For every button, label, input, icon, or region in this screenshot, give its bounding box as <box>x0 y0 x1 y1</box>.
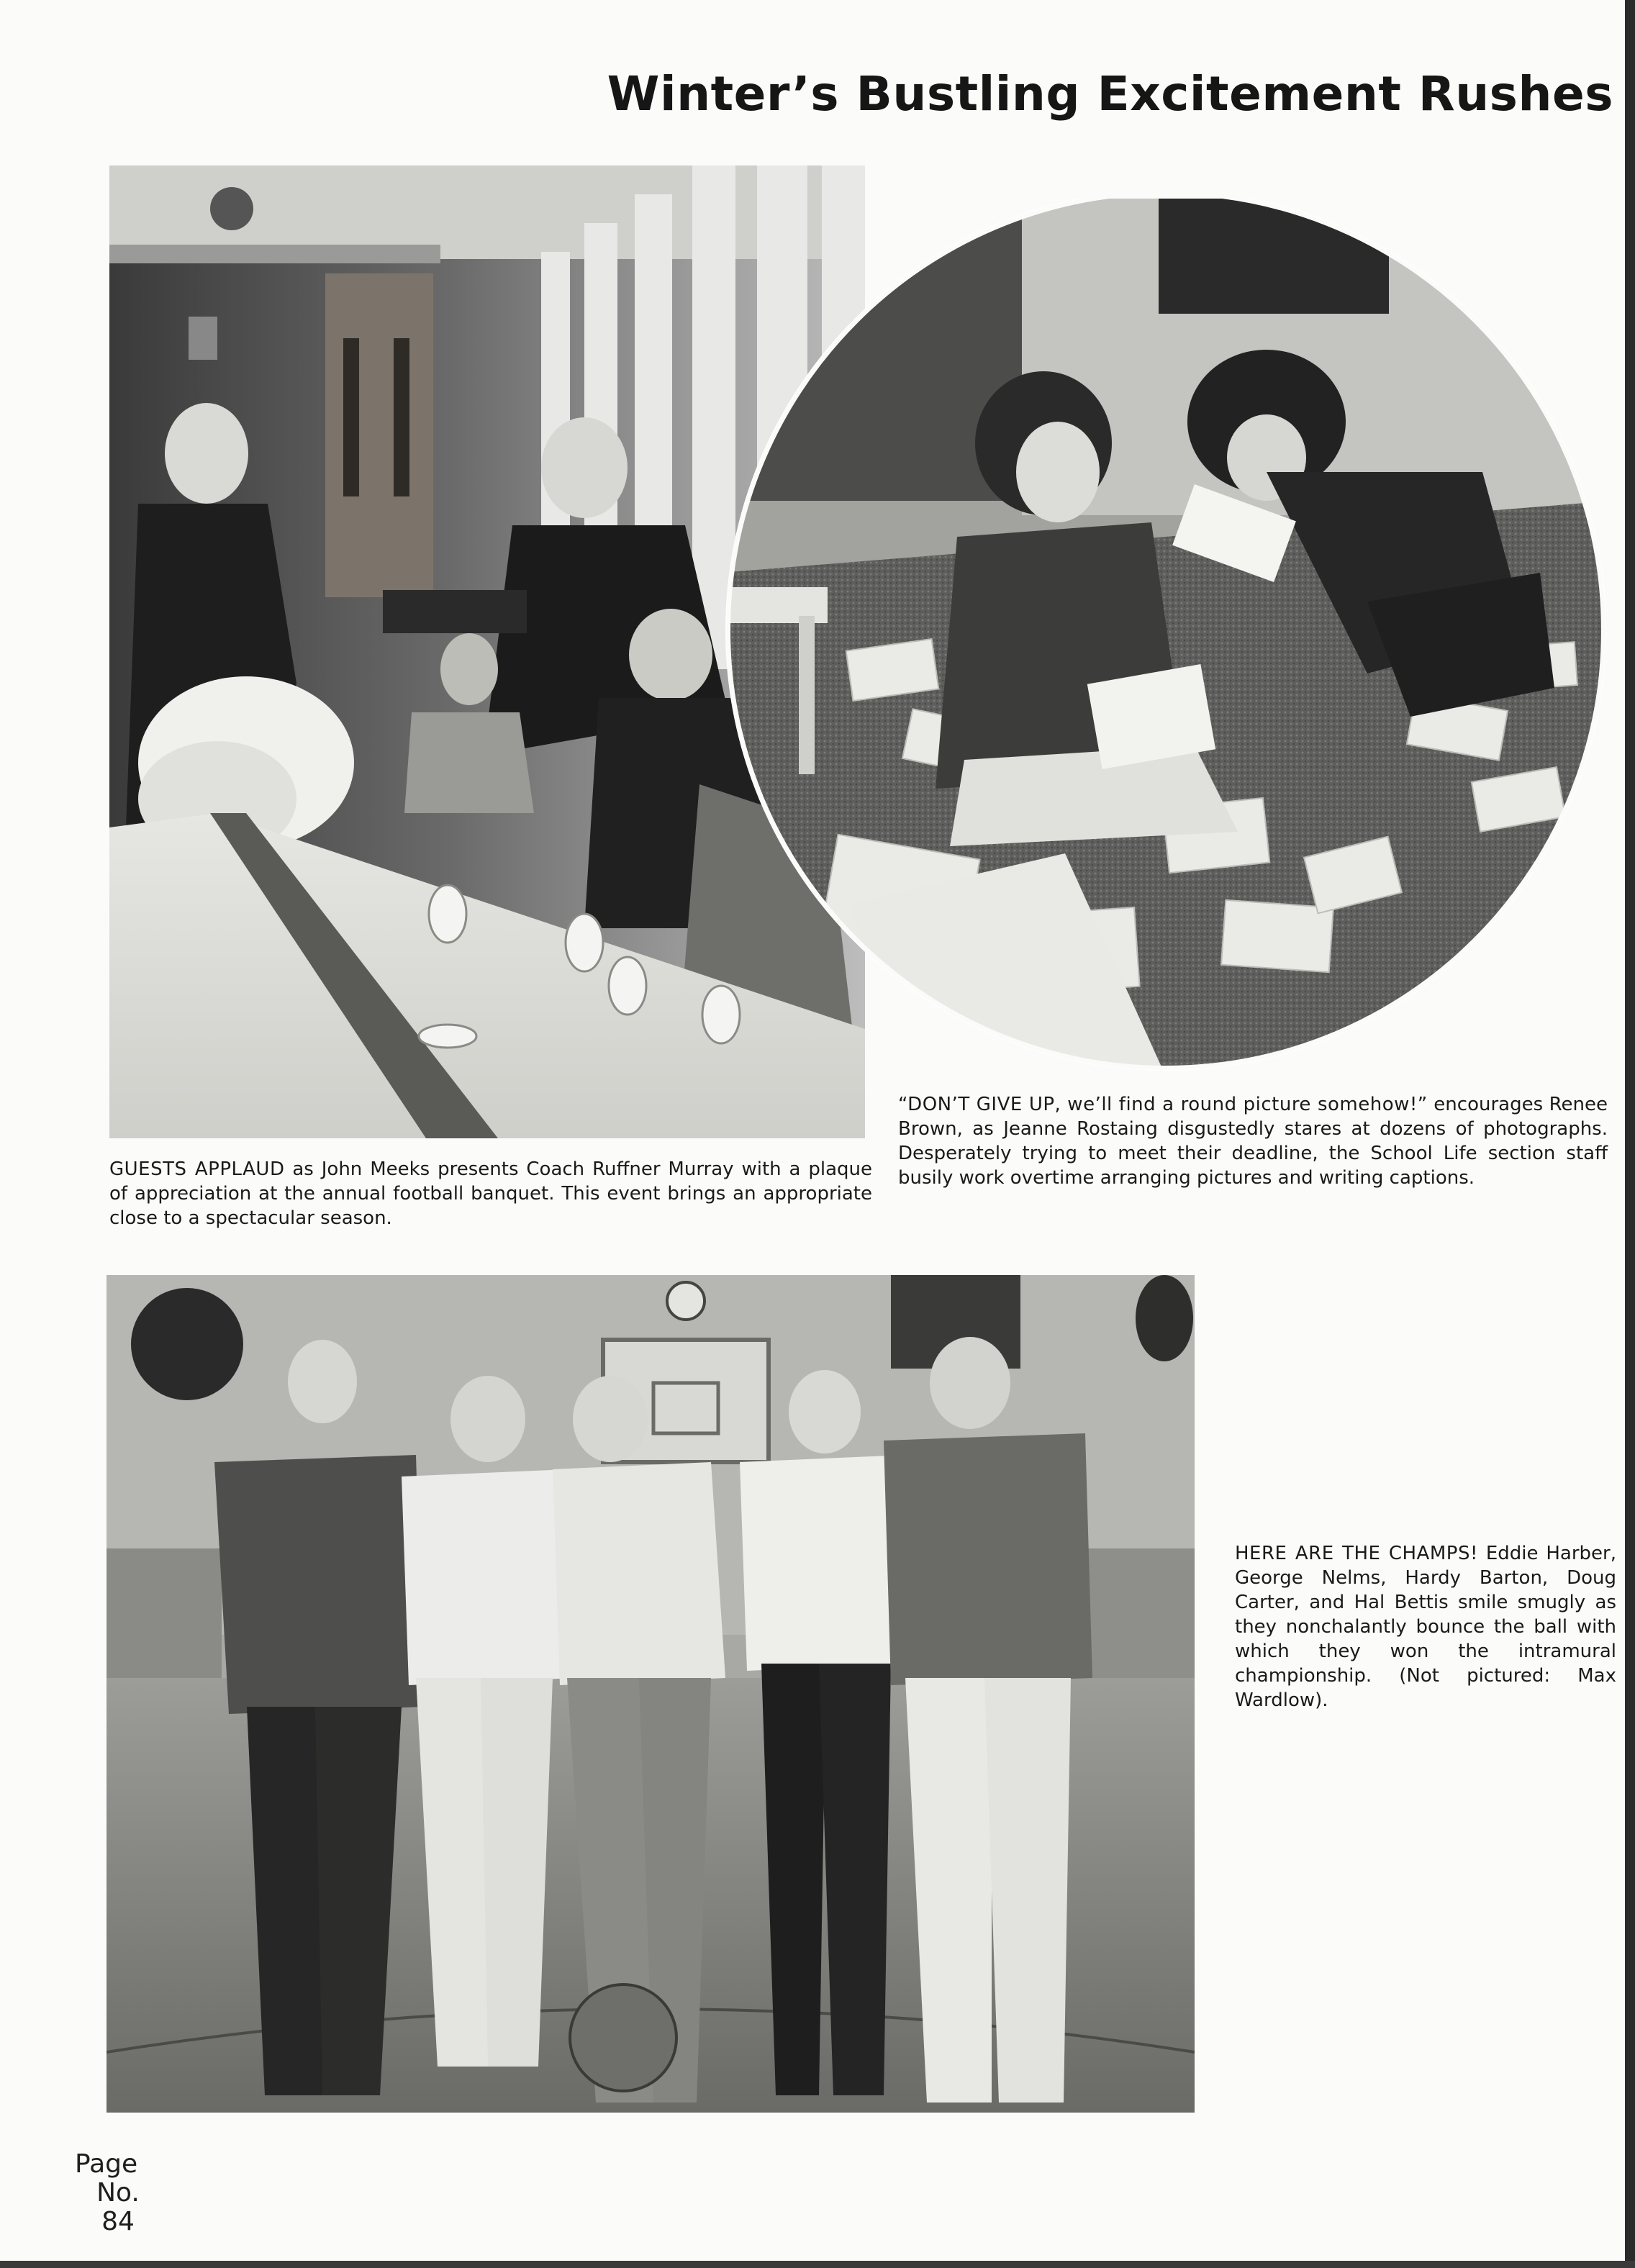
page-number: 84 <box>101 2207 135 2236</box>
round-photo <box>720 199 1612 1076</box>
page-number-block <box>75 2150 161 2236</box>
page-edge-bottom <box>0 2261 1635 2268</box>
champs-caption-body: Eddie Harber, George Nelms, Hardy Barton, Doug Carter, and Hal Bettis smile smugly as they nonchalantly bounce the ball with which they won the intramural championship. (Not pictured: Max Wardlow). <box>1235 1543 1617 1711</box>
champs-photo <box>107 1275 1195 2113</box>
page-no-label: No. <box>96 2178 140 2208</box>
round-photo-caption-body: encourages Renee Brown, as Jeanne Rostaing disgustedly stares at dozens of photographs. Desperately trying to meet their deadline, the School Life section staff busily work overtime arranging pictures and writing captions. <box>898 1094 1608 1189</box>
banquet-caption-body: as John Meeks presents Coach Ruffner Murray with a plaque of appreciation at the annual football banquet. This event brings an appropriate close to a spectacular season. <box>109 1158 873 1229</box>
page-label: Page <box>75 2149 138 2179</box>
banquet-caption <box>109 1157 872 1230</box>
page-title: Winter’s Bustling Excitement Rushes <box>607 66 1613 122</box>
round-photo-caption-lead: “DON’T GIVE UP, we’ll find a round picture somehow!” <box>898 1094 1428 1115</box>
round-photo-caption <box>898 1092 1608 1190</box>
page-edge <box>1625 0 1635 2268</box>
champs-caption <box>1235 1541 1616 1713</box>
champs-caption-lead: HERE ARE THE CHAMPS! <box>1235 1543 1478 1564</box>
banquet-caption-lead: GUESTS APPLAUD <box>109 1158 285 1180</box>
